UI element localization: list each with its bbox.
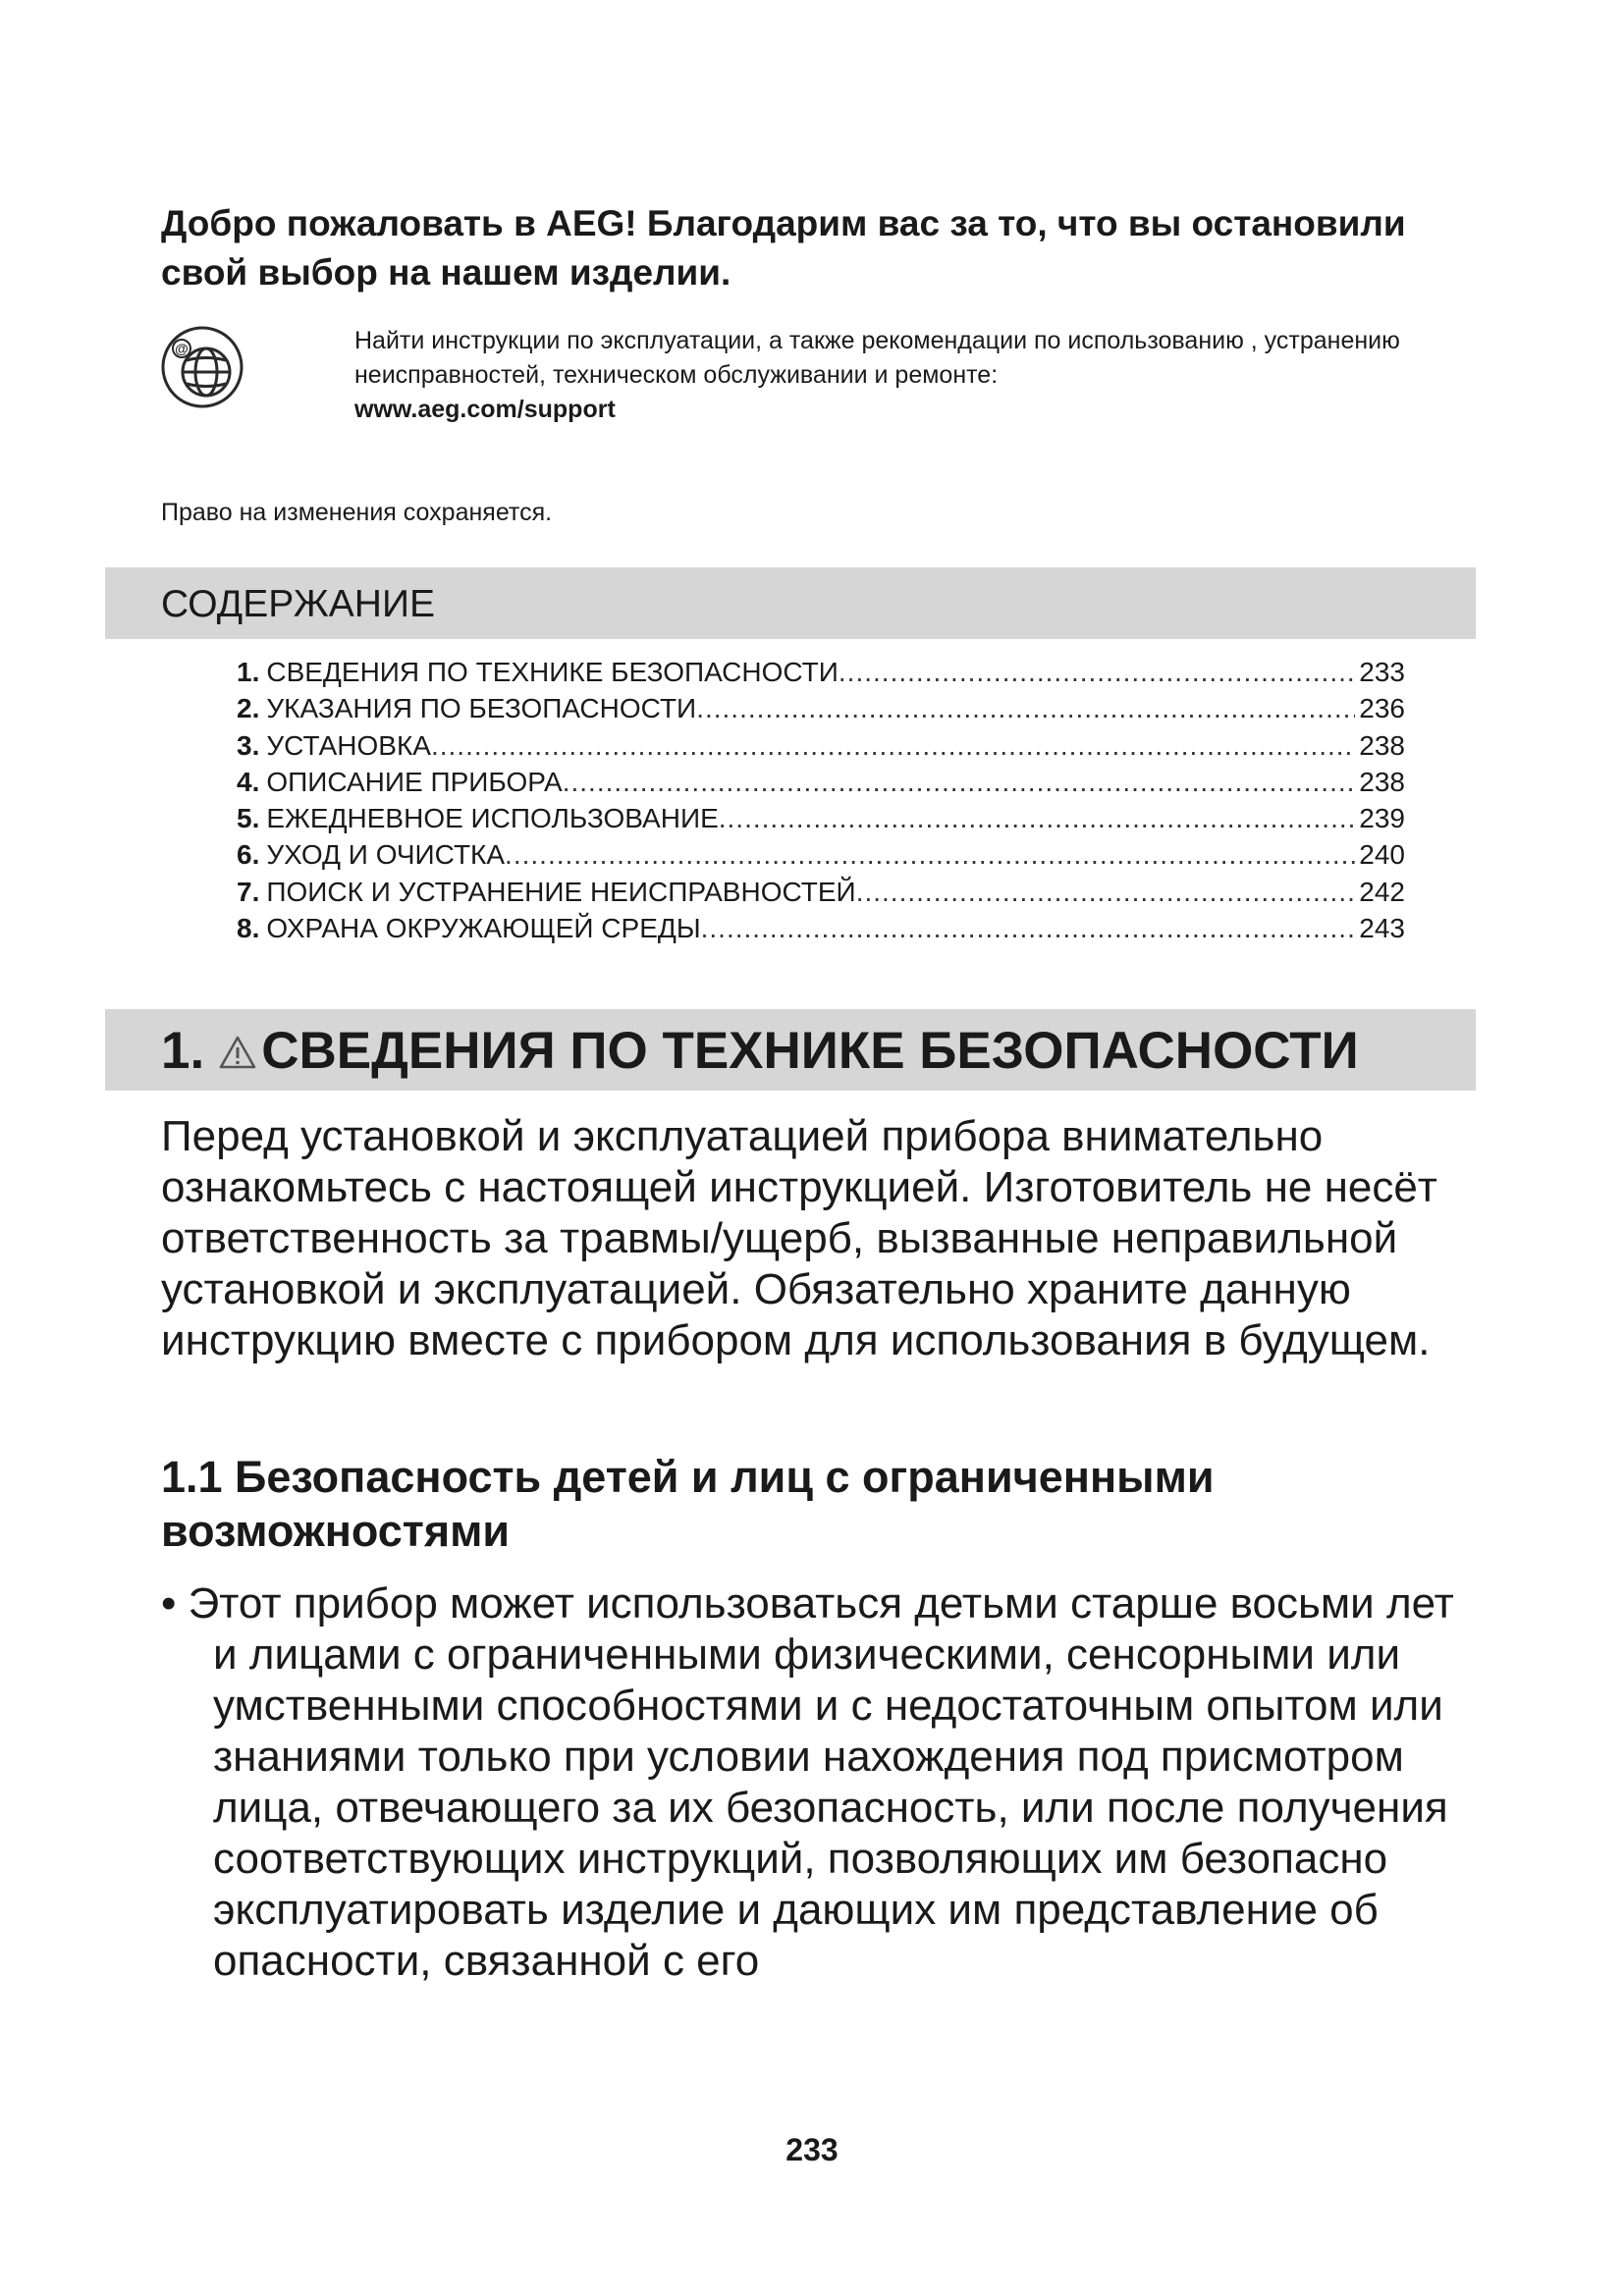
toc-item-number: 6. bbox=[237, 839, 260, 871]
section-intro: Перед установкой и эксплуатацией прибора внимательно ознакомьтесь с настоящей инструкцией. Изготовитель не несёт ответственность за травмы/ущерб, вызванные неправильной установкой и эксплуатацией. Обязательно храните данную инструкцию вместе с прибором для использования в будущем. bbox=[161, 1112, 1437, 1364]
support-text: Найти инструкции по эксплуатации, а также рекомендации по использованию , устранению неисправностей, техническом обслуживании и ремонте: bbox=[354, 327, 1400, 389]
warning-icon bbox=[218, 1035, 257, 1070]
toc-item[interactable] bbox=[237, 874, 1405, 910]
toc-item-label: УКАЗАНИЯ ПО БЕЗОПАСНОСТИ bbox=[266, 693, 697, 724]
welcome-heading: Добро пожаловать в AEG! Благодарим вас за то, что вы остановили свой выбор на нашем изделии. bbox=[161, 203, 1406, 293]
support-info bbox=[354, 324, 1474, 427]
toc-item[interactable] bbox=[237, 764, 1405, 800]
toc-item-page: 243 bbox=[1359, 913, 1405, 944]
toc-item-label: ОПИСАНИЕ ПРИБОРА bbox=[266, 766, 563, 797]
section-title-text: СВЕДЕНИЯ ПО ТЕХНИКЕ БЕЗОПАСНОСТИ bbox=[261, 1022, 1359, 1080]
toc-item-number: 1. bbox=[237, 657, 260, 687]
toc-item-label: ПОИСК И УСТРАНЕНИЕ НЕИСПРАВНОСТЕЙ bbox=[266, 876, 856, 907]
toc-item[interactable] bbox=[237, 727, 1405, 764]
toc-item-number: 5. bbox=[237, 803, 260, 834]
svg-text:@: @ bbox=[175, 341, 189, 356]
toc-item[interactable] bbox=[237, 654, 1405, 690]
toc-leader-dots bbox=[505, 836, 1355, 873]
toc-item-page: 236 bbox=[1359, 693, 1405, 724]
toc-item-number: 7. bbox=[237, 876, 260, 907]
toc-item-number: 2. bbox=[237, 693, 260, 724]
section-number: 1. bbox=[161, 1022, 205, 1080]
page-number: 233 bbox=[785, 2132, 839, 2167]
safety-bullet: • Этот прибор может использоваться детьми старше восьми лет и лицами с ограниченными физическими, сенсорными или умственными способностями и с недостаточным опытом или знаниями только при условии нахождения под присмотром лица, отвечающего за их безопасность, или после получения соответствующих инструкций, позволяющих им безопасно эксплуатировать изделие и дающих им представление об опасности, связанной с его bbox=[161, 1579, 1454, 1985]
rights-notice: Право на изменения сохраняется. bbox=[161, 499, 553, 526]
toc-item-number: 8. bbox=[237, 913, 260, 944]
toc-item[interactable] bbox=[237, 836, 1405, 873]
toc-leader-dots bbox=[839, 654, 1355, 690]
toc-item[interactable] bbox=[237, 690, 1405, 726]
toc-title: СОДЕРЖАНИЕ bbox=[161, 583, 436, 625]
support-url[interactable]: www.aeg.com/support bbox=[354, 396, 616, 423]
toc-item-page: 240 bbox=[1359, 839, 1405, 871]
toc-leader-dots bbox=[431, 727, 1355, 764]
toc-leader-dots bbox=[696, 690, 1355, 726]
toc-leader-dots bbox=[719, 800, 1356, 836]
toc-item-label: УХОД И ОЧИСТКА bbox=[266, 839, 506, 871]
toc-item-page: 238 bbox=[1359, 766, 1405, 797]
toc-item-label: ЕЖЕДНЕВНОЕ ИСПОЛЬЗОВАНИЕ bbox=[266, 803, 719, 834]
toc-item-label: УСТАНОВКА bbox=[266, 729, 431, 761]
toc-item-label: СВЕДЕНИЯ ПО ТЕХНИКЕ БЕЗОПАСНОСТИ bbox=[266, 657, 839, 687]
toc-item-page: 239 bbox=[1359, 803, 1405, 834]
toc-item-page: 242 bbox=[1359, 876, 1405, 907]
toc-item[interactable] bbox=[237, 800, 1405, 836]
globe-support-icon bbox=[160, 325, 244, 409]
toc-leader-dots bbox=[701, 910, 1356, 946]
toc-item-number: 3. bbox=[237, 729, 260, 761]
toc-item-page: 238 bbox=[1359, 729, 1405, 761]
toc-leader-dots bbox=[856, 874, 1356, 910]
toc-item-label: ОХРАНА ОКРУЖАЮЩЕЙ СРЕДЫ bbox=[266, 913, 701, 944]
toc-item-number: 4. bbox=[237, 766, 260, 797]
subsection-title: 1.1 Безопасность детей и лиц с ограниченными возможностями bbox=[161, 1452, 1215, 1556]
toc-leader-dots bbox=[563, 764, 1356, 800]
section-title bbox=[161, 1021, 1359, 1082]
toc-item[interactable] bbox=[237, 910, 1405, 946]
table-of-contents bbox=[237, 654, 1405, 946]
toc-item-page: 233 bbox=[1359, 657, 1405, 687]
